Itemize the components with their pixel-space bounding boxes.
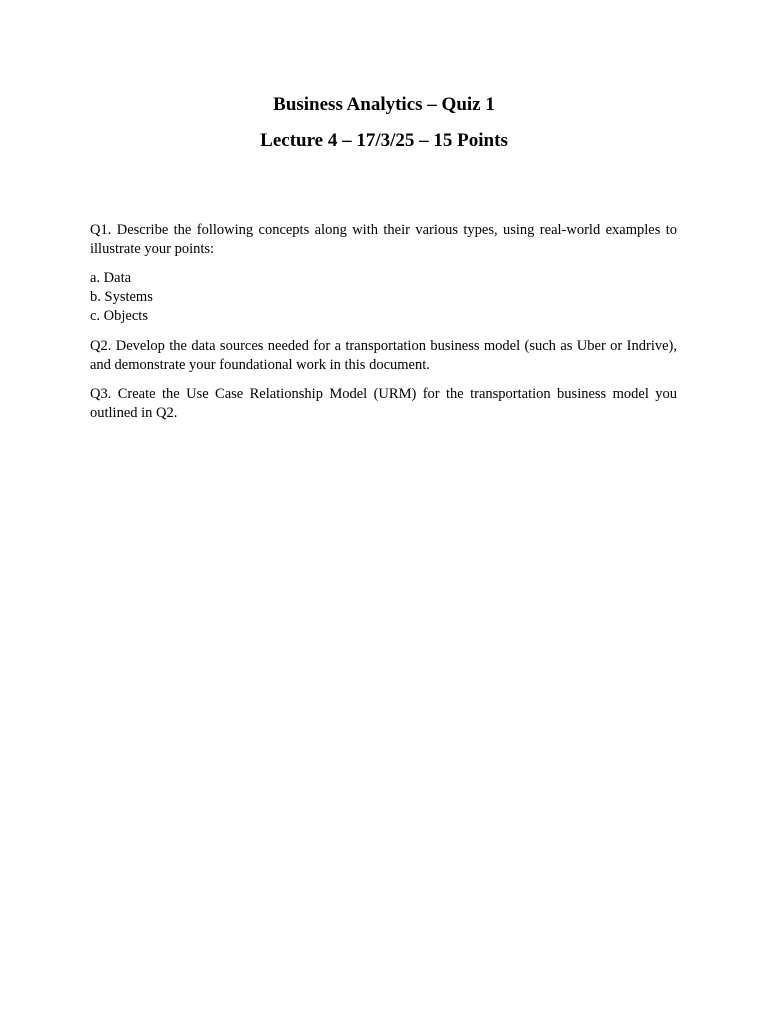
document-body [90, 221, 677, 433]
document-subtitle: Lecture 4 – 17/3/25 – 15 Points [260, 130, 508, 151]
question-1-list [90, 269, 677, 326]
question-3: Q3. Create the Use Case Relationship Model (URM) for the transportation business model you outlined in Q2. [90, 386, 677, 421]
question-1: Q1. Describe the following concepts along with their various types, using real-world examples to illustrate your points: [90, 222, 677, 257]
list-item: c. Objects [90, 308, 148, 324]
list-item: a. Data [90, 270, 132, 286]
list-item: b. Systems [90, 289, 153, 305]
document-title: Business Analytics – Quiz 1 [273, 94, 495, 115]
question-2: Q2. Develop the data sources needed for a transportation business model (such as Uber or Indrive), and demonstrate your foundational work in this document. [90, 338, 677, 373]
